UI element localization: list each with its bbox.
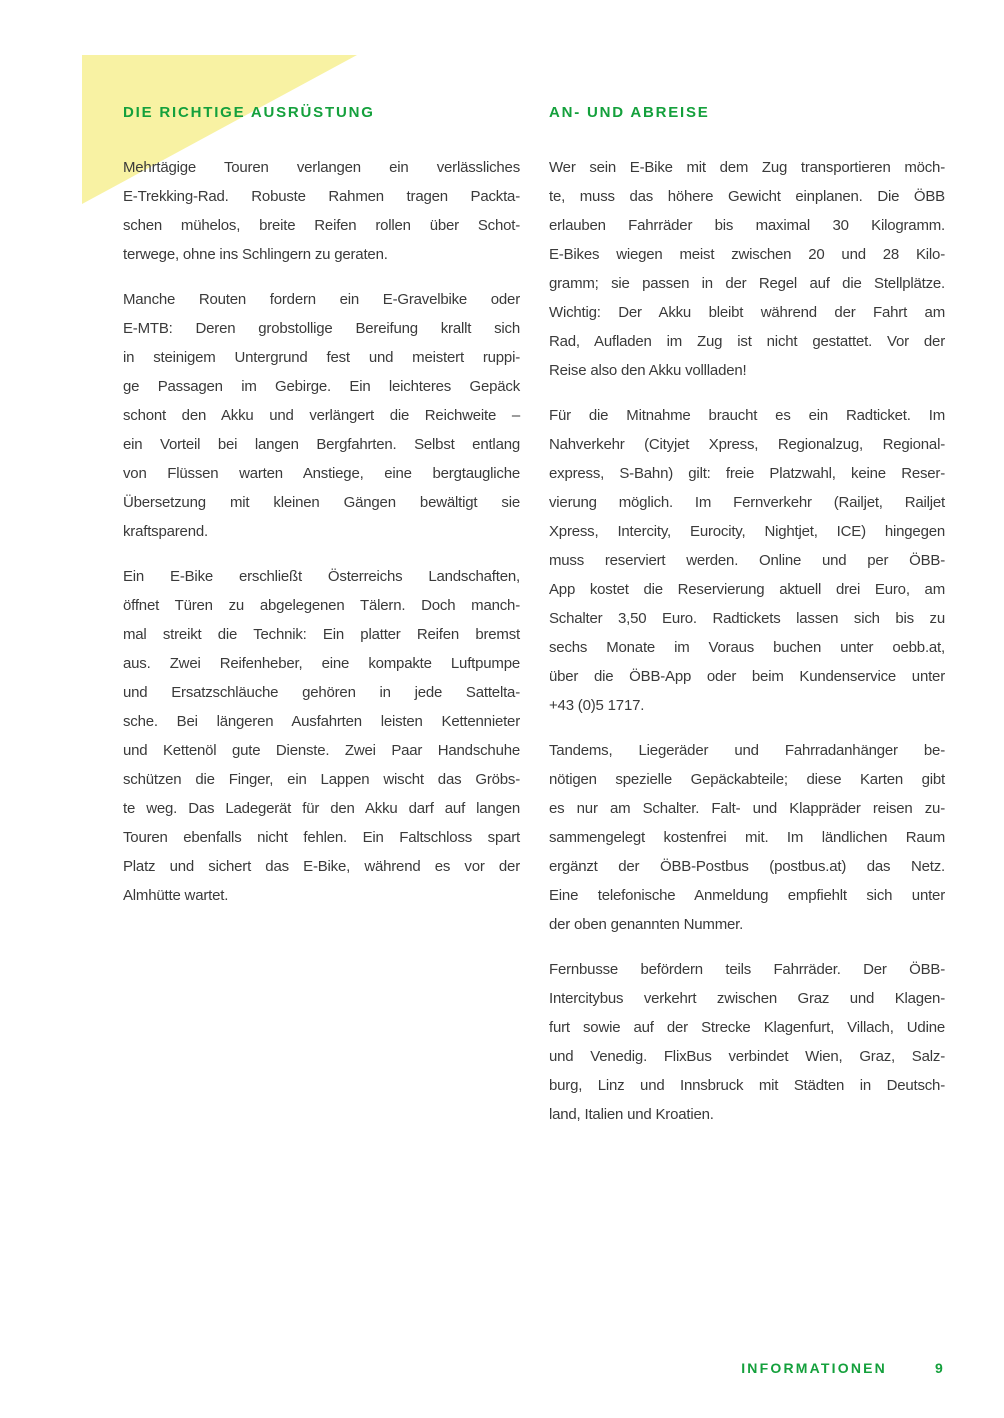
section-heading-equipment: DIE RICHTIGE AUSRÜSTUNG <box>123 104 375 121</box>
column-left <box>123 103 520 926</box>
text-line: und Ersatzschläuche gehören in jede Sattelta- <box>123 684 520 701</box>
text-line: Übersetzung mit kleinen Gängen bewältigt sie <box>123 494 520 511</box>
text-line: E-Trekking-Rad. Robuste Rahmen tragen Packta- <box>123 188 520 205</box>
column-right-paragraphs <box>549 153 945 1129</box>
text-line: öffnet Türen zu abgelegenen Tälern. Doch manch- <box>123 597 520 614</box>
text-line: Touren ebenfalls nicht fehlen. Ein Faltschloss spart <box>123 829 520 846</box>
paragraph <box>549 401 945 720</box>
text-line: Mehrtägige Touren verlangen ein verlässliches <box>123 159 520 176</box>
footer-page-number: 9 <box>935 1360 945 1376</box>
text-line: Intercitybus verkehrt zwischen Graz und Klagen- <box>549 990 945 1007</box>
text-line: Manche Routen fordern ein E-Gravelbike oder <box>123 291 520 308</box>
footer-section-label: INFORMATIONEN <box>741 1360 887 1376</box>
section-heading-arrival-departure: AN- UND ABREISE <box>549 104 710 121</box>
column-left-paragraphs <box>123 153 520 910</box>
text-line: mal streikt die Technik: Ein platter Reifen bremst <box>123 626 520 643</box>
text-line: sche. Bei längeren Ausfahrten leisten Kettennieter <box>123 713 520 730</box>
text-line: ergänzt der ÖBB-Postbus (postbus.at) das Netz. <box>549 858 945 875</box>
paragraph <box>549 153 945 385</box>
text-line: von Flüssen warten Anstiege, eine bergtaugliche <box>123 465 520 482</box>
text-line: +43 (0)5 1717. <box>549 697 645 714</box>
text-line: E-MTB: Deren grobstollige Bereifung krallt sich <box>123 320 520 337</box>
text-line: gramm; sie passen in der Regel auf die Stellplätze. <box>549 275 945 292</box>
text-line: Platz und sichert das E-Bike, während es vor der <box>123 858 520 875</box>
text-line: Xpress, Intercity, Eurocity, Nightjet, ICE) hingegen <box>549 523 945 540</box>
page-footer <box>549 1358 945 1378</box>
text-line: te, muss das höhere Gewicht einplanen. Die ÖBB <box>549 188 945 205</box>
text-line: Schalter 3,50 Euro. Radtickets lassen sich bis zu <box>549 610 945 627</box>
text-line: muss reserviert werden. Online und per ÖBB- <box>549 552 945 569</box>
text-line: land, Italien und Kroatien. <box>549 1106 714 1123</box>
paragraph <box>123 153 520 269</box>
text-line: burg, Linz und Innsbruck mit Städten in Deutsch- <box>549 1077 945 1094</box>
text-line: Fernbusse befördern teils Fahrräder. Der ÖBB- <box>549 961 945 978</box>
text-line: schont den Akku und verlängert die Reichweite – <box>123 407 520 424</box>
text-line: ein Vorteil bei langen Bergfahrten. Selbst entlang <box>123 436 520 453</box>
paragraph <box>549 955 945 1129</box>
text-line: und Venedig. FlixBus verbindet Wien, Graz, Salz- <box>549 1048 945 1065</box>
text-line: Nahverkehr (Cityjet Xpress, Regionalzug, Regional- <box>549 436 945 453</box>
text-line: sechs Monate im Voraus buchen unter oebb.at, <box>549 639 945 656</box>
paragraph <box>549 736 945 939</box>
text-line: express, S-Bahn) gilt: freie Platzwahl, keine Reser- <box>549 465 945 482</box>
text-line: te weg. Das Ladegerät für den Akku darf auf langen <box>123 800 520 817</box>
text-line: in steinigem Untergrund fest und meistert ruppi- <box>123 349 520 366</box>
text-line: erlauben Fahrräder bis maximal 30 Kilogramm. <box>549 217 945 234</box>
text-line: es nur am Schalter. Falt- und Klappräder reisen zu- <box>549 800 945 817</box>
text-line: E-Bikes wiegen meist zwischen 20 und 28 Kilo- <box>549 246 945 263</box>
text-line: ge Passagen im Gebirge. Ein leichteres Gepäck <box>123 378 520 395</box>
text-line: terwege, ohne ins Schlingern zu geraten. <box>123 246 388 263</box>
text-line: Rad, Aufladen im Zug ist nicht gestattet. Vor der <box>549 333 945 350</box>
text-line: App kostet die Reservierung aktuell drei Euro, am <box>549 581 945 598</box>
text-line: vierung möglich. Im Fernverkehr (Railjet, Railjet <box>549 494 945 511</box>
text-line: sammengelegt kostenfrei mit. Im ländlichen Raum <box>549 829 945 846</box>
text-line: Almhütte wartet. <box>123 887 229 904</box>
column-right <box>549 103 945 1145</box>
text-line: Eine telefonische Anmeldung empfiehlt sich unter <box>549 887 945 904</box>
text-line: nötigen spezielle Gepäckabteile; diese Karten gibt <box>549 771 945 788</box>
text-line: über die ÖBB-App oder beim Kundenservice unter <box>549 668 945 685</box>
text-line: Wichtig: Der Akku bleibt während der Fahrt am <box>549 304 945 321</box>
text-line: furt sowie auf der Strecke Klagenfurt, Villach, Udine <box>549 1019 945 1036</box>
text-line: Tandems, Liegeräder und Fahrradanhänger be- <box>549 742 945 759</box>
text-line: Ein E-Bike erschließt Österreichs Landschaften, <box>123 568 520 585</box>
paragraph <box>123 562 520 910</box>
text-line: kraftsparend. <box>123 523 208 540</box>
text-line: Reise also den Akku vollladen! <box>549 362 747 379</box>
paragraph <box>123 285 520 546</box>
text-line: schützen die Finger, ein Lappen wischt das Gröbs- <box>123 771 520 788</box>
text-line: der oben genannten Nummer. <box>549 916 744 933</box>
text-line: Wer sein E-Bike mit dem Zug transportieren möch- <box>549 159 945 176</box>
text-line: schen mühelos, breite Reifen rollen über Schot- <box>123 217 520 234</box>
text-line: Für die Mitnahme braucht es ein Radticket. Im <box>549 407 945 424</box>
text-line: und Kettenöl gute Dienste. Zwei Paar Handschuhe <box>123 742 520 759</box>
text-line: aus. Zwei Reifenheber, eine kompakte Luftpumpe <box>123 655 520 672</box>
